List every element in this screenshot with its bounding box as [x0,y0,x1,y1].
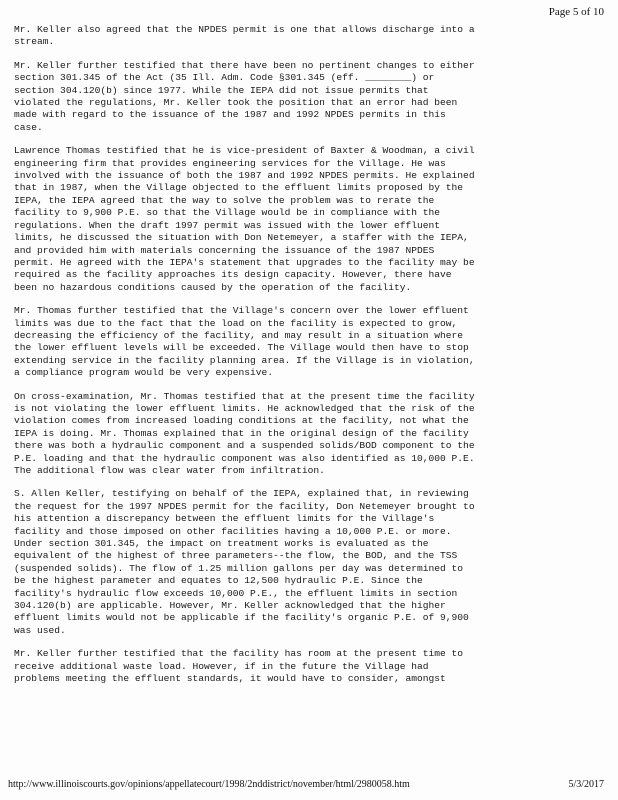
text-line: his attention a discrepancy between the effluent limits for the Village's [14,513,435,525]
text-line: Mr. Keller also agreed that the NPDES permit is one that allows discharge into a [14,24,475,35]
text-line: S. Allen Keller, testifying on behalf of the IEPA, explained that, in reviewing [14,488,469,500]
text-line: limits, he discussed the situation with Don Netemeyer, a staffer with the IEPA, [14,232,469,244]
text-line: limits was due to the fact that the load on the facility is expected to grow, [14,317,458,329]
paragraph [14,391,600,478]
paragraph [14,145,600,294]
text-line: engineering firm that provides engineering services for the Village. He was [14,157,446,169]
text-line: equivalent of the highest of three parameters--the flow, the BOD, and the TSS [14,550,458,562]
paragraph [14,24,600,49]
text-line: problems meeting the effluent standards, it would have to consider, amongst [14,673,446,685]
text-line: a compliance program would be very expensive. [14,367,274,379]
text-line: involved with the issuance of both the 1987 and 1992 NPDES permits. He explained [14,170,475,182]
text-line: required as the facility approaches its design capacity. However, there have [14,269,452,281]
text-line: effluent limits would not be applicable if the facility's organic P.E. of 9,900 [14,612,469,624]
text-line: facility's hydraulic flow exceeds 10,000 P.E., the effluent limits in section [14,587,458,599]
paragraph [14,488,600,637]
text-line: Lawrence Thomas testified that he is vice-president of Baxter & Woodman, a civil [14,145,475,157]
text-line: is not violating the lower effluent limits. He acknowledged that the risk of the [14,402,475,414]
paragraph [14,60,600,134]
text-line: (suspended solids). The flow of 1.25 million gallons per day was determined to [14,562,464,574]
footer-date: 5/3/2017 [568,779,604,790]
text-line: the lower effluent levels will be exceeded. The Village would then have to stop [14,342,469,354]
text-line: that in 1987, when the Village objected to the effluent limits proposed by the [14,182,464,194]
text-line: Mr. Keller further testified that the facility has room at the present time to [14,648,464,660]
text-line: receive additional waste load. However, if in the future the Village had [14,660,429,672]
text-line: extending service in the facility planning area. If the Village is in violation, [14,354,475,366]
text-line: The additional flow was clear water from infiltration. [14,465,325,476]
text-line: case. [14,121,43,133]
text-line: facility to 9,900 P.E. so that the Village would be in compliance with the [14,207,441,219]
text-line: was used. [14,624,66,636]
text-line: On cross-examination, Mr. Thomas testified that at the present time the facility [14,390,475,402]
text-line: section 301.345 of the Act (35 Ill. Adm. Code §301.345 (eff. ________) or [14,72,435,84]
text-line: be the highest parameter and equates to 12,500 hydraulic P.E. Since the [14,575,423,587]
text-line: Mr. Thomas further testified that the Village's concern over the lower effluent [14,305,469,317]
text-line: 304.120(b) are applicable. However, Mr. Keller acknowledged that the higher [14,600,446,612]
text-line: and provided him with materials concerning the issuance of the 1987 NPDES [14,244,435,256]
text-line: Under section 301.345, the impact on treatment works is evaluated as the [14,538,429,550]
text-line: section 304.120(b) since 1977. While the IEPA did not issue permits that [14,84,429,96]
text-line: violated the regulations, Mr. Keller took the position that an error had been [14,97,458,109]
document-body [14,24,600,697]
text-line: regulations. When the draft 1997 permit was issued with the lower effluent [14,219,441,231]
text-line: P.E. loading and that the hydraulic component was also identified as 10,000 P.E. [14,452,475,464]
text-line: IEPA is doing. Mr. Thomas explained that in the original design of the facility [14,427,469,439]
text-line: the request for the 1997 NPDES permit for the facility, Don Netemeyer brought to [14,500,475,512]
paragraph [14,648,600,685]
text-line: permit. He agreed with the IEPA's statement that upgrades to the facility may be [14,256,475,268]
page-number: Page 5 of 10 [548,6,604,18]
text-line: been no hazardous conditions caused by the operation of the facility. [14,281,412,293]
text-line: made with regard to the issuance of the 1987 and 1992 NPDES permits in this [14,109,446,121]
text-line: Mr. Keller further testified that there have been no pertinent changes to either [14,59,475,71]
text-line: decreasing the efficiency of the facility, and may result in a situation where [14,329,464,341]
paragraph [14,305,600,379]
text-line: IEPA, the IEPA agreed that the way to solve the problem was to rerate the [14,194,435,206]
text-line: violation comes from increased loading conditions at the facility, not what the [14,415,469,427]
footer-url: http://www.illinoiscourts.gov/opinions/appellatecourt/1998/2nddistrict/november/html/2980058.htm [8,779,410,790]
text-line: stream. [14,36,55,48]
text-line: there was both a hydraulic component and a suspended solids/BOD component to the [14,440,475,452]
text-line: facility and those imposed on other facilities having a 10,000 P.E. or more. [14,525,452,537]
